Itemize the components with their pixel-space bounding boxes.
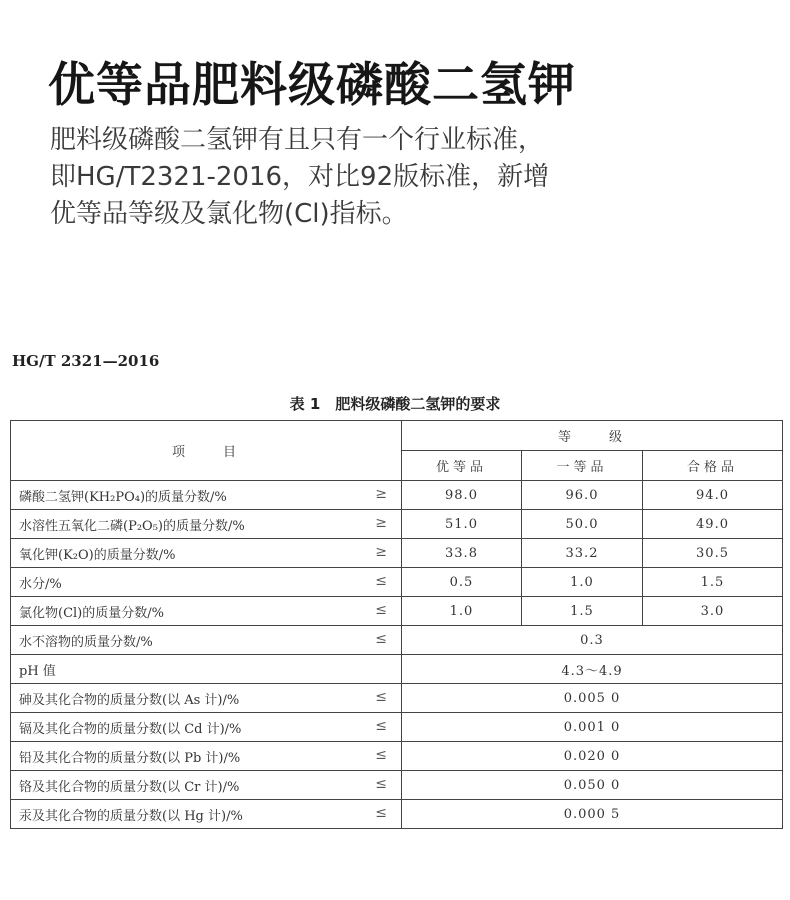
limit-symbol: ≤	[375, 601, 387, 618]
value-cell: 30.5	[643, 539, 783, 568]
value-cell-merged: 0.005 0	[402, 684, 783, 713]
value-cell: 33.2	[522, 539, 643, 568]
limit-symbol: ≥	[375, 543, 387, 560]
limit-symbol: ≥	[375, 485, 387, 502]
item-label: 镉及其化合物的质量分数(以 Cd 计)/%	[19, 721, 242, 737]
item-label: 铬及其化合物的质量分数(以 Cr 计)/%	[19, 779, 240, 795]
value-cell-merged: 0.020 0	[402, 742, 783, 771]
item-cell	[11, 597, 402, 626]
item-cell	[11, 481, 402, 510]
value-cell-merged: 0.001 0	[402, 713, 783, 742]
value-cell: 1.5	[643, 568, 783, 597]
grade-qualified-header: 合格品	[643, 451, 783, 481]
item-label: 砷及其化合物的质量分数(以 As 计)/%	[19, 692, 240, 708]
table-caption: 表 1 肥料级磷酸二氢钾的要求	[289, 395, 501, 413]
intro-line: 优等品等级及氯化物(Cl)指标。	[50, 199, 408, 229]
limit-symbol: ≤	[375, 572, 387, 589]
table-row	[11, 481, 783, 510]
limit-symbol: ≤	[375, 746, 387, 763]
value-cell: 50.0	[522, 510, 643, 539]
item-label: 汞及其化合物的质量分数(以 Hg 计)/%	[19, 808, 243, 824]
item-label: 水溶性五氧化二磷(P₂O₅)的质量分数/%	[19, 518, 245, 534]
item-header: 项 目	[11, 421, 402, 481]
value-cell: 1.0	[402, 597, 522, 626]
value-cell: 49.0	[643, 510, 783, 539]
item-cell	[11, 510, 402, 539]
limit-symbol: ≤	[375, 775, 387, 792]
item-cell	[11, 771, 402, 800]
intro-line: 肥料级磷酸二氢钾有且只有一个行业标准，	[50, 125, 545, 155]
grade-first-header: 一等品	[522, 451, 643, 481]
item-label: 水不溶物的质量分数/%	[19, 634, 153, 650]
value-cell: 98.0	[402, 481, 522, 510]
value-cell-merged: 4.3～4.9	[402, 655, 783, 684]
limit-symbol: ≥	[375, 514, 387, 531]
item-label: 磷酸二氢钾(KH₂PO₄)的质量分数/%	[19, 489, 227, 505]
limit-symbol: ≤	[375, 688, 387, 705]
intro-line: 即HG/T2321-2016，对比92版标准，新增	[50, 162, 550, 192]
value-cell: 96.0	[522, 481, 643, 510]
table-row	[11, 655, 783, 684]
value-cell: 1.5	[522, 597, 643, 626]
item-label: 氯化物(Cl)的质量分数/%	[19, 605, 164, 621]
value-cell: 0.5	[402, 568, 522, 597]
item-cell	[11, 626, 402, 655]
value-cell: 33.8	[402, 539, 522, 568]
item-cell	[11, 800, 402, 829]
item-label: 氧化钾(K₂O)的质量分数/%	[19, 547, 176, 563]
table-row	[11, 597, 783, 626]
item-cell	[11, 539, 402, 568]
limit-symbol: ≤	[375, 804, 387, 821]
grade-premium-header: 优等品	[402, 451, 522, 481]
table-row	[11, 800, 783, 829]
item-cell	[11, 655, 402, 684]
item-label: pH 值	[19, 663, 56, 679]
value-cell-merged: 0.3	[402, 626, 783, 655]
page-title: 优等品肥料级磷酸二氢钾	[48, 58, 576, 113]
requirements-table	[10, 420, 783, 829]
table-row	[11, 742, 783, 771]
limit-symbol: ≤	[375, 717, 387, 734]
table-row	[11, 568, 783, 597]
table-row	[11, 510, 783, 539]
table-row	[11, 713, 783, 742]
table-row	[11, 539, 783, 568]
table-row	[11, 684, 783, 713]
item-label: 铅及其化合物的质量分数(以 Pb 计)/%	[19, 750, 241, 766]
value-cell: 3.0	[643, 597, 783, 626]
intro-paragraph	[50, 122, 750, 233]
item-cell	[11, 713, 402, 742]
value-cell-merged: 0.050 0	[402, 771, 783, 800]
limit-symbol: ≤	[375, 630, 387, 647]
value-cell: 1.0	[522, 568, 643, 597]
table-row	[11, 626, 783, 655]
item-cell	[11, 568, 402, 597]
header-row	[11, 421, 783, 451]
item-label: 水分/%	[19, 576, 62, 592]
item-cell	[11, 742, 402, 771]
standard-code: HG/T 2321—2016	[12, 352, 160, 370]
value-cell: 51.0	[402, 510, 522, 539]
table-body	[11, 421, 783, 829]
item-cell	[11, 684, 402, 713]
table-row	[11, 771, 783, 800]
value-cell: 94.0	[643, 481, 783, 510]
grade-header: 等 级	[402, 421, 783, 451]
value-cell-merged: 0.000 5	[402, 800, 783, 829]
